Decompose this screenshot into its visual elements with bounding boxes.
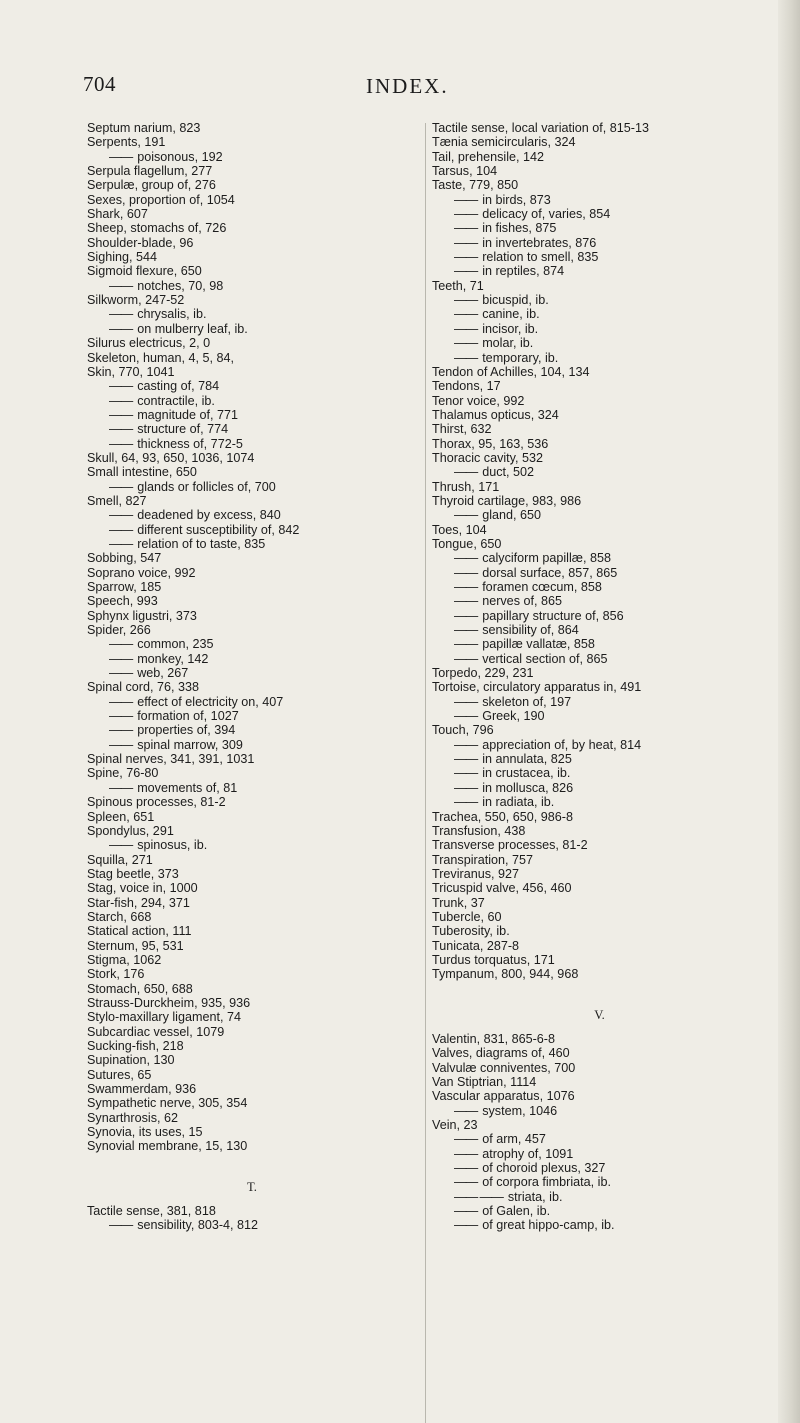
index-subentry: —— in crustacea, ib. — [432, 766, 767, 780]
index-subentry: —— temporary, ib. — [432, 351, 767, 365]
index-entry: Turdus torquatus, 171 — [432, 952, 555, 967]
index-subentry: —— Greek, 190 — [432, 709, 767, 723]
index-subentry: —— nerves of, 865 — [432, 594, 767, 608]
index-entry: Sexes, proportion of, 1054 — [87, 192, 235, 207]
index-subentry: —— —— striata, ib. — [432, 1190, 767, 1204]
index-subentry: —— of arm, 457 — [432, 1132, 767, 1146]
index-entry: Toes, 104 — [432, 522, 487, 537]
index-entry: Sighing, 544 — [87, 250, 158, 265]
index-entry: Tendon of Achilles, 104, 134 — [432, 364, 590, 379]
index-entry: Septum narium, 823 — [87, 121, 201, 135]
index-entry: Tuberosity, ib. — [432, 924, 510, 939]
index-entry: Transfusion, 438 — [432, 823, 526, 838]
index-entry: Teeth, 71 — [432, 278, 484, 293]
index-entry: Valvulæ conniventes, 700 — [432, 1060, 576, 1075]
index-subentry: —— sensibility, 803-4, 812 — [87, 1218, 417, 1232]
index-subentry: —— relation of to taste, 835 — [87, 537, 417, 551]
index-subentry: —— spinal marrow, 309 — [87, 738, 417, 752]
index-entry: Supination, 130 — [87, 1053, 175, 1068]
index-entry: Tympanum, 800, 944, 968 — [432, 967, 579, 982]
index-entry: Sheep, stomachs of, 726 — [87, 221, 227, 236]
index-entry: Thrush, 171 — [432, 479, 500, 494]
index-entry: Silkworm, 247-52 — [87, 293, 185, 308]
index-entry: Touch, 796 — [432, 723, 494, 738]
index-entry: Spondylus, 291 — [87, 823, 174, 838]
index-entry: Sucking-fish, 218 — [87, 1039, 184, 1053]
index-subentry: —— in invertebrates, 876 — [432, 236, 767, 250]
index-entry: Thalamus opticus, 324 — [432, 407, 559, 422]
index-subentry: —— different susceptibility of, 842 — [87, 523, 417, 537]
index-entry: Spinous processes, 81-2 — [87, 795, 226, 810]
index-subentry: —— vertical section of, 865 — [432, 652, 767, 666]
index-subentry: —— appreciation of, by heat, 814 — [432, 738, 767, 752]
index-entry: Thoracic cavity, 532 — [432, 450, 544, 465]
index-subentry: —— dorsal surface, 857, 865 — [432, 566, 767, 580]
section-letter-heading: V. — [594, 1007, 605, 1022]
index-subentry: —— poisonous, 192 — [87, 150, 417, 164]
index-entry: Sternum, 95, 531 — [87, 938, 184, 953]
index-entry: Transverse processes, 81-2 — [432, 838, 588, 853]
index-entry: Skull, 64, 93, 650, 1036, 1074 — [87, 450, 255, 465]
index-entry: Valentin, 831, 865-6-8 — [432, 1031, 555, 1046]
index-entry: Subcardiac vessel, 1079 — [87, 1024, 225, 1039]
index-column-right — [432, 121, 767, 1233]
index-entry: Tenor voice, 992 — [432, 393, 525, 408]
index-subentry: —— chrysalis, ib. — [87, 307, 417, 321]
index-entry: Sigmoid flexure, 650 — [87, 264, 202, 279]
index-entry: Stomach, 650, 688 — [87, 981, 193, 996]
index-entry: Skeleton, human, 4, 5, 84, — [87, 350, 235, 365]
index-subentry: —— molar, ib. — [432, 336, 767, 350]
index-entry: Thorax, 95, 163, 536 — [432, 436, 549, 451]
index-entry: Tongue, 650 — [432, 536, 502, 551]
index-entry: Spine, 76-80 — [87, 766, 159, 781]
index-subentry: —— relation to smell, 835 — [432, 250, 767, 264]
index-subentry: —— magnitude of, 771 — [87, 408, 417, 422]
index-subentry: —— of great hippo-camp, ib. — [432, 1218, 767, 1232]
index-entry: Van Stiptrian, 1114 — [432, 1075, 537, 1089]
section-spacer — [87, 1194, 417, 1204]
index-subentry: —— of Galen, ib. — [432, 1204, 767, 1218]
index-entry: Synovia, its uses, 15 — [87, 1125, 203, 1140]
index-entry: Serpents, 191 — [87, 135, 166, 150]
index-entry: Sobbing, 547 — [87, 551, 162, 566]
index-subentry: —— gland, 650 — [432, 508, 767, 522]
index-entry: Vascular apparatus, 1076 — [432, 1089, 575, 1104]
index-entry: Shark, 607 — [87, 207, 148, 222]
index-column-left — [87, 121, 417, 1233]
index-subentry: —— casting of, 784 — [87, 379, 417, 393]
section-spacer — [432, 1022, 767, 1032]
index-entry: Valves, diagrams of, 460 — [432, 1046, 570, 1061]
index-entry: Spider, 266 — [87, 623, 151, 638]
index-subentry: —— duct, 502 — [432, 465, 767, 479]
index-entry: Sympathetic nerve, 305, 354 — [87, 1096, 248, 1111]
index-subentry: —— skeleton of, 197 — [432, 695, 767, 709]
index-entry: Synovial membrane, 15, 130 — [87, 1139, 248, 1154]
index-subentry: —— papillæ vallatæ, 858 — [432, 637, 767, 651]
index-subentry: —— deadened by excess, 840 — [87, 508, 417, 522]
index-entry: Synarthrosis, 62 — [87, 1110, 178, 1125]
index-subentry: —— system, 1046 — [432, 1104, 767, 1118]
index-subentry: —— movements of, 81 — [87, 781, 417, 795]
page-number: 704 — [83, 72, 116, 96]
index-entry: Tricuspid valve, 456, 460 — [432, 881, 572, 896]
index-entry: Small intestine, 650 — [87, 465, 197, 480]
index-entry: Trachea, 550, 650, 986-8 — [432, 809, 573, 824]
index-entry: Skin, 770, 1041 — [87, 364, 175, 379]
index-subentry: —— monkey, 142 — [87, 652, 417, 666]
index-entry: Treviranus, 927 — [432, 866, 520, 881]
index-subentry: —— bicuspid, ib. — [432, 293, 767, 307]
index-subentry: —— in fishes, 875 — [432, 221, 767, 235]
index-entry: Stigma, 1062 — [87, 952, 162, 967]
index-entry: Soprano voice, 992 — [87, 565, 196, 580]
index-subentry: —— canine, ib. — [432, 307, 767, 321]
index-entry: Statical action, 111 — [87, 924, 192, 939]
page-header — [0, 72, 800, 106]
index-subentry: —— spinosus, ib. — [87, 838, 417, 852]
index-subentry: —— of corpora fimbriata, ib. — [432, 1175, 767, 1189]
index-subentry: —— in annulata, 825 — [432, 752, 767, 766]
index-entry: Spinal nerves, 341, 391, 1031 — [87, 752, 255, 767]
running-head: INDEX. — [366, 74, 449, 98]
index-subentry: —— common, 235 — [87, 637, 417, 651]
index-entry: Tendons, 17 — [432, 379, 501, 394]
index-subentry: —— incisor, ib. — [432, 322, 767, 336]
index-subentry: —— web, 267 — [87, 666, 417, 680]
index-entry: Tunicata, 287-8 — [432, 938, 520, 953]
index-entry: Squilla, 271 — [87, 852, 153, 867]
section-letter-heading: T. — [247, 1179, 257, 1194]
index-subentry: —— structure of, 774 — [87, 422, 417, 436]
index-subentry: —— on mulberry leaf, ib. — [87, 322, 417, 336]
index-entry: Vein, 23 — [432, 1118, 478, 1133]
index-entry: Smell, 827 — [87, 493, 147, 508]
page-edge — [778, 0, 800, 1423]
index-subentry: —— notches, 70, 98 — [87, 279, 417, 293]
index-entry: Shoulder-blade, 96 — [87, 235, 194, 250]
index-entry: Tail, prehensile, 142 — [432, 149, 545, 164]
index-entry: Stylo-maxillary ligament, 74 — [87, 1010, 241, 1025]
index-entry: Tortoise, circulatory apparatus in, 491 — [432, 680, 642, 695]
index-subentry: —— calyciform papillæ, 858 — [432, 551, 767, 565]
index-entry: Serpulæ, group of, 276 — [87, 178, 216, 193]
index-entry: Spinal cord, 76, 338 — [87, 680, 200, 695]
index-entry: Sphynx ligustri, 373 — [87, 608, 197, 623]
section-spacer — [432, 982, 767, 1008]
index-subentry: —— in mollusca, 826 — [432, 781, 767, 795]
index-entry: Trunk, 37 — [432, 895, 485, 910]
index-entry: Taste, 779, 850 — [432, 178, 519, 193]
column-divider — [425, 123, 426, 1423]
index-subentry: —— effect of electricity on, 407 — [87, 695, 417, 709]
index-subentry: —— glands or follicles of, 700 — [87, 480, 417, 494]
index-subentry: —— of choroid plexus, 327 — [432, 1161, 767, 1175]
index-subentry: —— thickness of, 772-5 — [87, 437, 417, 451]
index-entry: Tarsus, 104 — [432, 164, 498, 179]
index-subentry: —— delicacy of, varies, 854 — [432, 207, 767, 221]
index-entry: Stag beetle, 373 — [87, 866, 179, 881]
index-entry: Star-fish, 294, 371 — [87, 895, 190, 910]
index-entry: Stork, 176 — [87, 967, 145, 982]
index-subentry: —— in birds, 873 — [432, 193, 767, 207]
index-subentry: —— contractile, ib. — [87, 394, 417, 408]
index-subentry: —— in reptiles, 874 — [432, 264, 767, 278]
index-entry: Tactile sense, local variation of, 815-13 — [432, 121, 650, 135]
index-entry: Tænia semicircularis, 324 — [432, 135, 576, 150]
index-entry: Speech, 993 — [87, 594, 158, 609]
index-subentry: —— properties of, 394 — [87, 723, 417, 737]
index-entry: Stag, voice in, 1000 — [87, 881, 198, 896]
section-spacer — [87, 1154, 417, 1180]
index-entry: Swammerdam, 936 — [87, 1082, 197, 1097]
index-entry: Silurus electricus, 2, 0 — [87, 336, 211, 351]
index-entry: Strauss-Durckheim, 935, 936 — [87, 995, 251, 1010]
index-entry: Tactile sense, 381, 818 — [87, 1204, 216, 1219]
index-entry: Torpedo, 229, 231 — [432, 666, 534, 681]
index-subentry: —— atrophy of, 1091 — [432, 1147, 767, 1161]
index-entry: Transpiration, 757 — [432, 852, 534, 867]
index-entry: Spleen, 651 — [87, 809, 155, 824]
index-subentry: —— sensibility of, 864 — [432, 623, 767, 637]
index-subentry: —— formation of, 1027 — [87, 709, 417, 723]
index-entry: Serpula flagellum, 277 — [87, 164, 213, 179]
index-entry: Tubercle, 60 — [432, 909, 502, 924]
index-entry: Thyroid cartilage, 983, 986 — [432, 493, 582, 508]
index-entry: Thirst, 632 — [432, 422, 492, 437]
index-subentry: —— foramen cœcum, 858 — [432, 580, 767, 594]
index-entry: Sparrow, 185 — [87, 580, 162, 594]
index-subentry: —— in radiata, ib. — [432, 795, 767, 809]
index-entry: Starch, 668 — [87, 909, 152, 924]
index-subentry: —— papillary structure of, 856 — [432, 609, 767, 623]
index-entry: Sutures, 65 — [87, 1067, 152, 1082]
